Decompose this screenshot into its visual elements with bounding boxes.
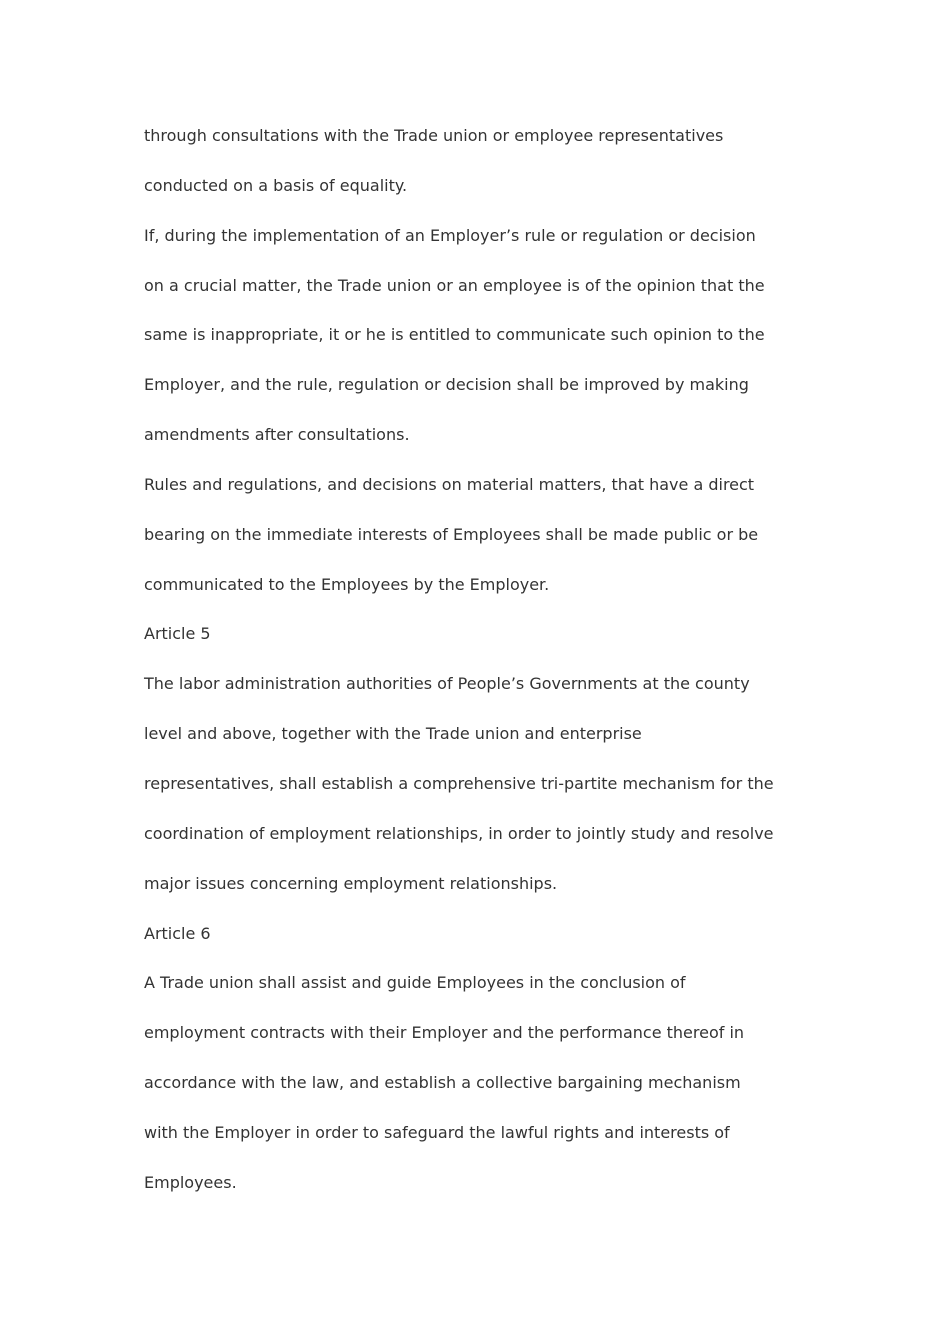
text-line: on a crucial matter, the Trade union or an employee is of the opinion that the xyxy=(144,275,765,295)
text-line: Employer, and the rule, regulation or decision shall be improved by making xyxy=(144,375,749,395)
text-line: The labor administration authorities of People’s Governments at the county xyxy=(144,674,750,694)
text-line: major issues concerning employment relationships. xyxy=(144,873,558,893)
text-line: conducted on a basis of equality. xyxy=(144,175,408,195)
text-line: Rules and regulations, and decisions on material matters, that have a direct xyxy=(144,474,755,494)
text-line: through consultations with the Trade union or employee representatives xyxy=(144,126,724,145)
text-line: accordance with the law, and establish a collective bargaining mechanism xyxy=(144,1073,741,1093)
text-line: employment contracts with their Employer and the performance thereof in xyxy=(144,1023,745,1043)
text-line: with the Employer in order to safeguard the lawful rights and interests of xyxy=(144,1122,730,1142)
text-line: Employees. xyxy=(144,1172,237,1192)
text-line: representatives, shall establish a comprehensive tri-partite mechanism for the xyxy=(144,773,774,793)
document-page xyxy=(144,111,824,1208)
text-line: communicated to the Employees by the Employer. xyxy=(144,574,550,594)
text-line: If, during the implementation of an Employer’s rule or regulation or decision xyxy=(144,225,756,245)
article-heading: Article 6 xyxy=(144,923,211,943)
text-line: amendments after consultations. xyxy=(144,425,410,445)
text-line: coordination of employment relationships, in order to jointly study and resolve xyxy=(144,823,774,843)
text-line: same is inappropriate, it or he is entitled to communicate such opinion to the xyxy=(144,325,765,345)
text-line: bearing on the immediate interests of Employees shall be made public or be xyxy=(144,524,759,544)
text-line: level and above, together with the Trade union and enterprise xyxy=(144,724,642,744)
article-heading: Article 5 xyxy=(144,624,211,644)
text-line: A Trade union shall assist and guide Employees in the conclusion of xyxy=(144,973,686,993)
